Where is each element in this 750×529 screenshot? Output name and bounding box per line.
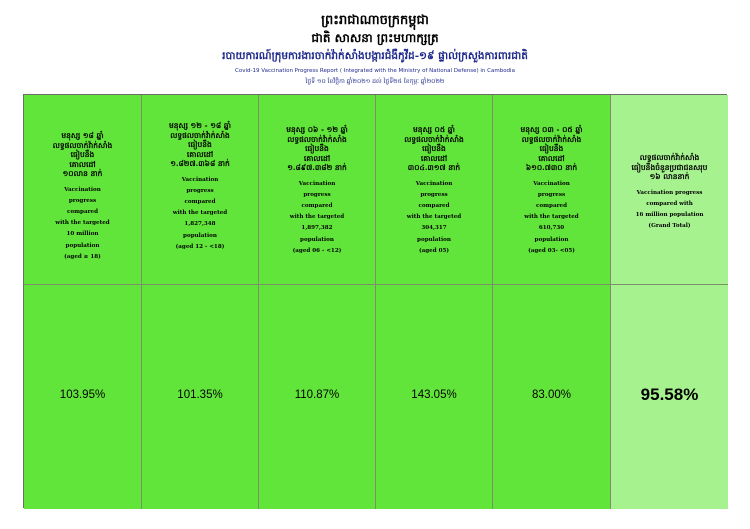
kh-line: មនុស្ស ១២ - ១៨ ឆ្នាំ — [169, 121, 231, 130]
column-header-aged-03-05 — [493, 95, 611, 285]
percent-value: 101.35% — [177, 389, 223, 401]
en-line: (aged 06 - <12) — [292, 247, 342, 254]
kh-line: ធៀបនឹង — [188, 140, 212, 149]
percent-value: 103.95% — [59, 389, 106, 401]
kh-line: គោលដៅ — [420, 153, 448, 163]
en-line: progress — [186, 187, 214, 194]
kh-line: គោលដៅ — [186, 149, 214, 159]
en-line: with the targeted — [172, 210, 228, 217]
en-line: compared — [184, 198, 216, 205]
en-line: 10 million — [66, 231, 99, 238]
kh-line: ១.៨២៧.៣៦៨ នាក់ — [170, 159, 230, 168]
kh-line: លទ្ធផលចាក់វ៉ាក់សាំង — [52, 140, 113, 150]
en-line: (Grand Total) — [648, 223, 691, 230]
kh-line: ធៀបនឹង — [422, 144, 446, 153]
kh-line: ៦១០.៧៣០ នាក់ — [525, 163, 578, 172]
kh-line: គោលដៅ — [69, 159, 96, 169]
kh-line: លទ្ធផលចាក់វ៉ាក់សាំង — [521, 134, 582, 144]
percent-cell-aged-03-05 — [493, 285, 611, 509]
en-line: progress — [303, 191, 331, 198]
en-line: Vaccination — [415, 180, 453, 187]
en-line: progress — [537, 191, 566, 198]
en-line: with the targeted — [406, 214, 462, 221]
en-line: Vaccination progress — [636, 189, 703, 196]
column-header-aged-18-plus — [24, 95, 142, 285]
en-line: 610,730 — [538, 225, 565, 232]
kh-line: គោលដៅ — [538, 153, 565, 163]
kh-line: មនុស្ស ០៥ ឆ្នាំ — [413, 125, 455, 134]
kh-line: មនុស្ស ០៦ - ១២ ឆ្នាំ — [286, 125, 348, 134]
column-header-aged-12-18 — [142, 95, 259, 285]
en-line: with the targeted — [55, 220, 110, 227]
en-line: 16 million population — [635, 211, 704, 218]
kh-line: ១០លាន នាក់ — [62, 169, 103, 178]
percent-value: 143.05% — [411, 389, 457, 401]
percent-cell-aged-05 — [376, 285, 493, 509]
kh-line: លទ្ធផលចាក់វ៉ាក់សាំង — [404, 134, 464, 144]
kh-line: ធៀបនឹងចំនួនប្រជាជនសរុប — [631, 162, 708, 172]
kh-line: លទ្ធផលចាក់វ៉ាក់សាំង — [639, 153, 700, 162]
kh-line: មនុស្ស ០៣ - ០៥ ឆ្នាំ — [520, 125, 583, 134]
kh-line: ធៀបនឹង — [539, 144, 564, 153]
kingdom-heading: ព្រះរាជាណាចក្រកម្ពុជា — [321, 13, 429, 28]
en-line: 1,827,348 — [184, 221, 216, 228]
en-line: with the targeted — [289, 214, 345, 221]
report-title-en: Covid-19 Vaccination Progress Report ( Integrated with the Ministry of National Defense) in Cambodia — [235, 68, 515, 74]
kh-line: ធៀបនឹង — [70, 150, 95, 159]
kh-line: លទ្ធផលចាក់វ៉ាក់សាំង — [170, 130, 230, 140]
grand-total-percent: 95.58% — [640, 385, 699, 404]
en-line: compared — [66, 208, 98, 215]
kh-line: មនុស្ស ១៨ ឆ្នាំ — [61, 131, 104, 140]
percent-cell-aged-12-18 — [142, 285, 259, 509]
en-line: compared — [418, 202, 450, 209]
kh-line: គោលដៅ — [303, 153, 331, 163]
en-line: Vaccination — [181, 176, 219, 183]
column-header-grand-total — [611, 95, 728, 285]
percent-value: 83.00% — [531, 389, 571, 401]
kh-line: ៣០៤.៣១៧ នាក់ — [407, 163, 461, 172]
column-header-aged-05 — [376, 95, 493, 285]
en-line: (aged 03- <05) — [528, 247, 575, 254]
en-line: (aged 12 - <18) — [175, 243, 225, 250]
en-line: 304,317 — [421, 225, 447, 232]
en-line: (aged 05) — [418, 247, 450, 254]
en-line: Vaccination — [64, 186, 101, 193]
report-title-kh: របាយការណ៍ក្រុមការងារចាក់វ៉ាក់សាំងបង្ការជំងឺកូវីដ-១៩ ផ្ទាល់ក្រសួងការពារជាតិ — [222, 50, 528, 62]
percent-cell-aged-06-12 — [259, 285, 376, 509]
en-line: compared — [535, 202, 567, 209]
column-header-aged-06-12 — [259, 95, 376, 285]
en-line: with the targeted — [524, 214, 579, 221]
en-line: population — [65, 242, 100, 249]
progress-table — [23, 94, 727, 508]
kh-line: ធៀបនឹង — [305, 144, 329, 153]
en-line: Vaccination — [533, 180, 570, 187]
en-line: population — [183, 232, 217, 239]
en-line: 1,897,382 — [301, 225, 333, 232]
en-line: compared — [301, 202, 333, 209]
en-line: progress — [420, 191, 448, 198]
en-line: Vaccination — [298, 180, 336, 187]
en-line: population — [534, 236, 569, 243]
en-line: population — [417, 236, 451, 243]
motto-heading: ជាតិ សាសនា ព្រះមហាក្សត្រ — [311, 31, 439, 45]
kh-line: ១.៨៩៧.៣៨២ នាក់ — [287, 163, 347, 172]
en-line: compared with — [646, 200, 693, 207]
percent-value: 110.87% — [294, 389, 340, 401]
kh-line: ១៦ លាននាក់ — [649, 172, 690, 181]
en-line: (aged ≥ 18) — [64, 253, 101, 260]
kh-line: លទ្ធផលចាក់វ៉ាក់សាំង — [287, 134, 347, 144]
en-line: population — [300, 236, 334, 243]
report-date: ថ្ងៃទី ១០ ខែវិច្ឆិកា ឆ្នាំ២០២១ ដល់ ថ្ងៃទី២៥ ខែកុម្ភៈ ឆ្នាំ២០២២ — [305, 78, 445, 85]
en-line: progress — [68, 197, 97, 204]
percent-cell-grand-total — [611, 285, 728, 509]
percent-cell-aged-18-plus — [24, 285, 142, 509]
